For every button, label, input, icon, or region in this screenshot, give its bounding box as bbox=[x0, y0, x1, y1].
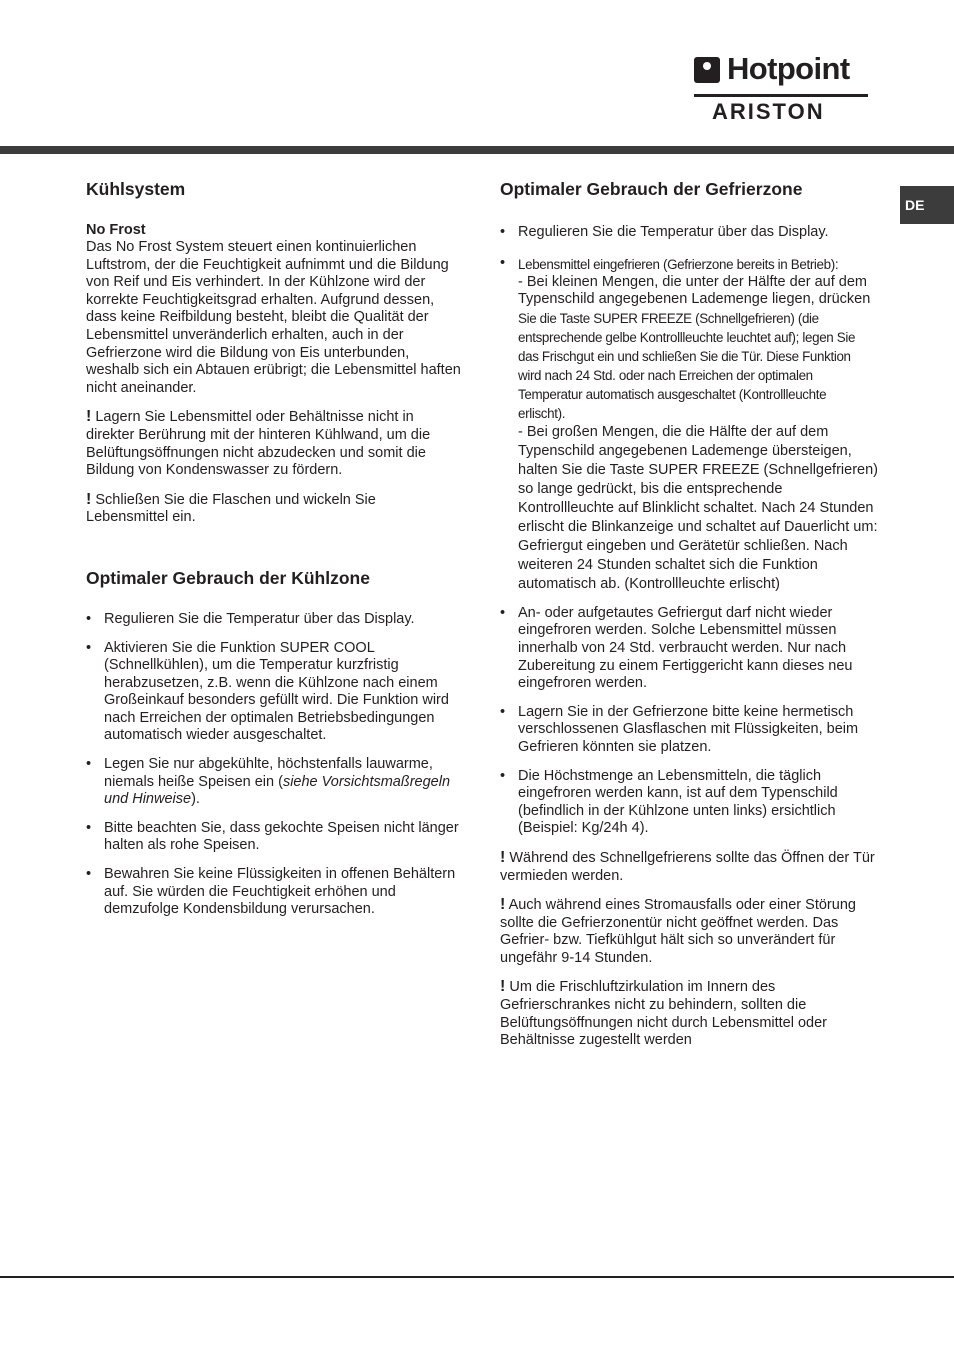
bullet-icon: • bbox=[500, 604, 506, 621]
section-title-kuehlsystem: Kühlsystem bbox=[86, 179, 186, 199]
list-item: • Regulieren Sie die Temperatur über das Display. bbox=[86, 610, 415, 627]
list-item: • Aktivieren Sie die Funktion SUPER COOL (Schnellkühlen), um die Temperatur kurzfristig herabzusetzen, z.B. wenn die Kühlzone nach einem Großeinkauf besonders gefüllt wird. Die Funktion wird nach Erreichen der optimalen Betriebsbedingungen automatisch wieder ausgeschaltet. bbox=[86, 639, 449, 744]
bullet-icon: • bbox=[500, 703, 506, 720]
bullet-icon: • bbox=[500, 767, 506, 784]
warning-note bbox=[500, 896, 880, 967]
subtitle-no-frost: No Frost bbox=[86, 222, 146, 238]
kuehlzone-list bbox=[86, 611, 462, 919]
warning-text: Um die Frischluftzirkulation im Innern des Gefrierschrankes nicht zu behindern, sollten die Belüftungsöffnungen nicht durch Lebensmittel oder Behältnisse zugestellt werden bbox=[500, 979, 828, 1049]
header-bar bbox=[0, 146, 954, 154]
list-item: • Bewahren Sie keine Flüssigkeiten in offenen Behältern auf. Sie würden die Feuchtigkeit erhöhen und demzufolge Kondensbildung verursachen. bbox=[86, 866, 456, 918]
reference-link-text: siehe Vorsichtsmaßregeln und Hinweise bbox=[104, 773, 451, 808]
list-item: • Die Höchstmenge an Lebensmitteln, die täglich eingefroren werden kann, ist auf dem Typenschild (befindlich in der Kühlzone unten links) ersichtlich (Beispiel: Kg/24h 4). bbox=[500, 767, 838, 837]
brand-logo bbox=[694, 52, 870, 126]
warning-note bbox=[500, 978, 880, 1049]
footer-rule bbox=[0, 1276, 954, 1278]
bullet-icon: • bbox=[500, 224, 506, 240]
logo-top-row bbox=[694, 52, 870, 86]
warning-note bbox=[86, 408, 462, 479]
list-item: • Lagern Sie in der Gefrierzone bitte keine hermetisch verschlossenen Glasflaschen mit Flüssigkeiten, beim Gefrieren könnten sie platzen. bbox=[500, 703, 859, 755]
bullet-icon: • bbox=[500, 254, 506, 271]
warning-text: Schließen Sie die Flaschen und wickeln Sie Lebensmittel ein. bbox=[86, 491, 376, 526]
bullet-icon: • bbox=[86, 756, 92, 773]
list-item: • Lebensmittel eingefrieren (Gefrierzone bereits in Betrieb): - Bei kleinen Mengen, die unter der Hälfte der auf dem Typenschild angegebenen Lademenge liegen, drücken Sie die Taste SUPER FREEZE (Schnellgefrieren) (die entsprechende gelbe Kontrollleuchte leuchtet auf); legen Sie das Frischgut ein und schließen Sie die Tür. Diese Funktion wird nach 24 Std. oder nach Erreichen der optimalen Temperatur automatisch ausgeschaltet (Kontrollleuchte erlischt). - Bei großen Mengen, die die Hälfte der auf dem Typenschild angegebenen Lademenge übersteigen, halten Sie die Taste SUPER FREEZE (Schnellgefrieren) so lange gedrückt, bis die entsprechende Kontrollleuchte auf Blinklicht schaltet. Nach 24 Stunden erlischt die Blinkanzeige und schaltet auf Dauerlicht um: Gefriergut eingeben und Gerätetür schließen. Nach weiteren 24 Stunden schaltet sich die Funktion automatisch ab. (Kontrollleuchte erlischt) bbox=[500, 255, 880, 594]
no-frost-intro: Das No Frost System steuert einen kontinuierlichen Luftstrom, der die Feuchtigkeit aufnimmt und die Bildung von Reif und Eis verhindert. In der Kühlzone wird der korrekte Feuchtigkeitsgrad erhalten. Aufgrund dessen, dass keine Reifbildung besteht, bleibt die Qualität der Lebensmittel unveränderlich erhalten, auch in der Gefrierzone wird die Bildung von Eis unterbunden, weshalb sich ein Abtauen erübrigt; die Lebensmittel haften nicht aneinander. bbox=[86, 239, 461, 396]
warning-text: Lagern Sie Lebensmittel oder Behältnisse nicht in direkter Berührung mit der hinteren Kühlwand, um die Belüftungsöffnungen nicht abzudecken und somit die Bildung von Kondenswasser zu fördern. bbox=[86, 409, 431, 479]
right-column bbox=[500, 178, 880, 1061]
warning-note bbox=[86, 491, 462, 527]
freeze-instructions-head: Lebensmittel eingefrieren (Gefrierzone bereits in Betrieb): bbox=[518, 256, 839, 272]
bullet-icon: • bbox=[86, 866, 92, 883]
section-title-gefrierzone: Optimaler Gebrauch der Gefrierzone bbox=[500, 179, 803, 199]
bullet-icon: • bbox=[86, 639, 92, 656]
list-item: • Regulieren Sie die Temperatur über das Display. bbox=[500, 224, 829, 240]
bullet-icon: • bbox=[86, 610, 92, 627]
list-item: • An- oder aufgetautes Gefriergut darf nicht wieder eingefroren werden. Solche Lebensmittel müssen innerhalb von 24 Std. verbraucht werden. Nur nach Zubereitung zu einem Fertiggericht kann dieses neu eingefroren werden. bbox=[500, 604, 853, 692]
list-item: • Bitte beachten Sie, dass gekochte Speisen nicht länger halten als rohe Speisen. bbox=[86, 819, 459, 854]
logo-divider bbox=[694, 94, 868, 97]
logo-sub-text: ARISTON bbox=[712, 99, 825, 124]
bullet-icon: • bbox=[86, 819, 92, 836]
exclamation-icon: ! bbox=[500, 978, 506, 996]
section-title-kuehlzone: Optimaler Gebrauch der Kühlzone bbox=[86, 567, 370, 588]
logo-mark-icon bbox=[694, 57, 720, 83]
gefrierzone-list bbox=[500, 224, 880, 838]
warning-note bbox=[500, 849, 880, 885]
exclamation-icon: ! bbox=[86, 408, 92, 426]
warning-text: Auch während eines Stromausfalls oder einer Störung sollte die Gefrierzonentür nicht geöffnet werden. Das Gefrier- bzw. Tiefkühlgut hält sich so unverändert für ungefähr 9-14 Stunden. bbox=[500, 897, 856, 966]
language-tab: DE bbox=[900, 186, 954, 224]
logo-brand-text: Hotpoint bbox=[727, 51, 850, 86]
exclamation-icon: ! bbox=[500, 896, 506, 914]
warning-text: Während des Schnellgefrierens sollte das Öffnen der Tür vermieden werden. bbox=[500, 849, 875, 884]
exclamation-icon: ! bbox=[500, 848, 506, 866]
left-column bbox=[86, 178, 462, 930]
list-item: • Legen Sie nur abgekühlte, höchstenfalls lauwarme, niemals heiße Speisen ein (siehe Vorsichtsmaßregeln und Hinweise). bbox=[86, 756, 451, 808]
exclamation-icon: ! bbox=[86, 490, 92, 508]
